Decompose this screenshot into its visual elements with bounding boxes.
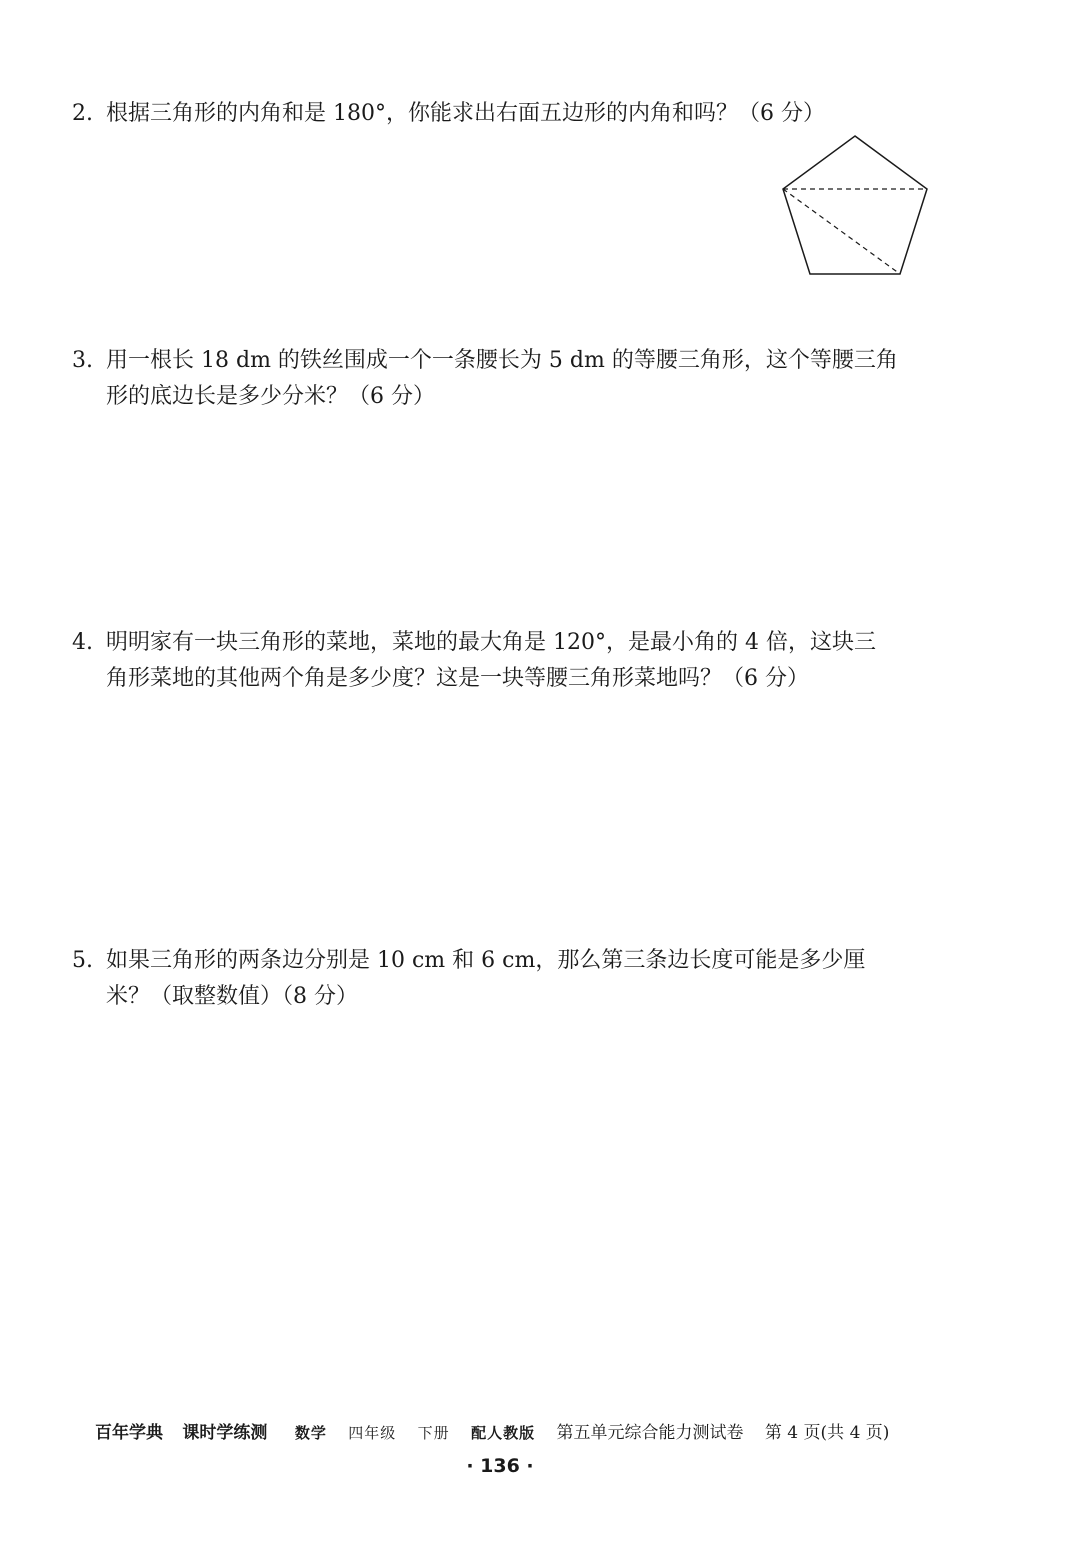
question-2-line-1: [72, 96, 932, 132]
question-5-number: 5.: [72, 948, 93, 973]
footer-subject: 数学: [294, 1424, 327, 1442]
question-2-text: 根据三角形的内角和是 180°，你能求出右面五边形的内角和吗？（6 分）: [106, 101, 825, 126]
question-5-text-2: 米？（取整数值）（8 分）: [106, 984, 358, 1009]
pentagon-outline: [783, 136, 927, 274]
question-3: [72, 343, 932, 415]
question-4-number: 4.: [72, 630, 93, 655]
page-number: · 136 ·: [466, 1455, 534, 1477]
footer-grade: 四年级: [348, 1424, 397, 1442]
footer-edition: 配人教版: [471, 1424, 536, 1442]
footer-brand: 百年学典: [95, 1423, 163, 1443]
question-3-line-1: [72, 343, 932, 379]
pentagon-figure: [775, 132, 935, 282]
page-footer: [95, 1421, 905, 1445]
footer-test-title: 第五单元综合能力测试卷: [556, 1423, 744, 1443]
question-5-line-1: [72, 943, 932, 979]
question-4-text-2: 角形菜地的其他两个角是多少度？这是一块等腰三角形菜地吗？（6 分）: [106, 666, 809, 691]
pentagon-diagonal-2: [783, 189, 900, 274]
footer-series: 课时学练测: [182, 1423, 268, 1443]
question-4-line-1: [72, 625, 932, 661]
question-4-text-1: 明明家有一块三角形的菜地，菜地的最大角是 120°，是最小角的 4 倍，这块三: [106, 630, 876, 655]
footer-page-info: 第 4 页(共 4 页): [764, 1423, 890, 1443]
question-3-text-2: 形的底边长是多少分米？（6 分）: [106, 384, 435, 409]
question-5: [72, 943, 932, 1015]
question-4: [72, 625, 932, 697]
question-5-text-1: 如果三角形的两条边分别是 10 cm 和 6 cm，那么第三条边长度可能是多少厘: [106, 948, 866, 973]
question-3-number: 3.: [72, 348, 93, 373]
question-2-number: 2.: [72, 101, 93, 126]
question-3-text-1: 用一根长 18 dm 的铁丝围成一个一条腰长为 5 dm 的等腰三角形，这个等腰三角: [106, 348, 898, 373]
footer-volume: 下册: [417, 1424, 450, 1442]
question-2: [72, 96, 932, 132]
